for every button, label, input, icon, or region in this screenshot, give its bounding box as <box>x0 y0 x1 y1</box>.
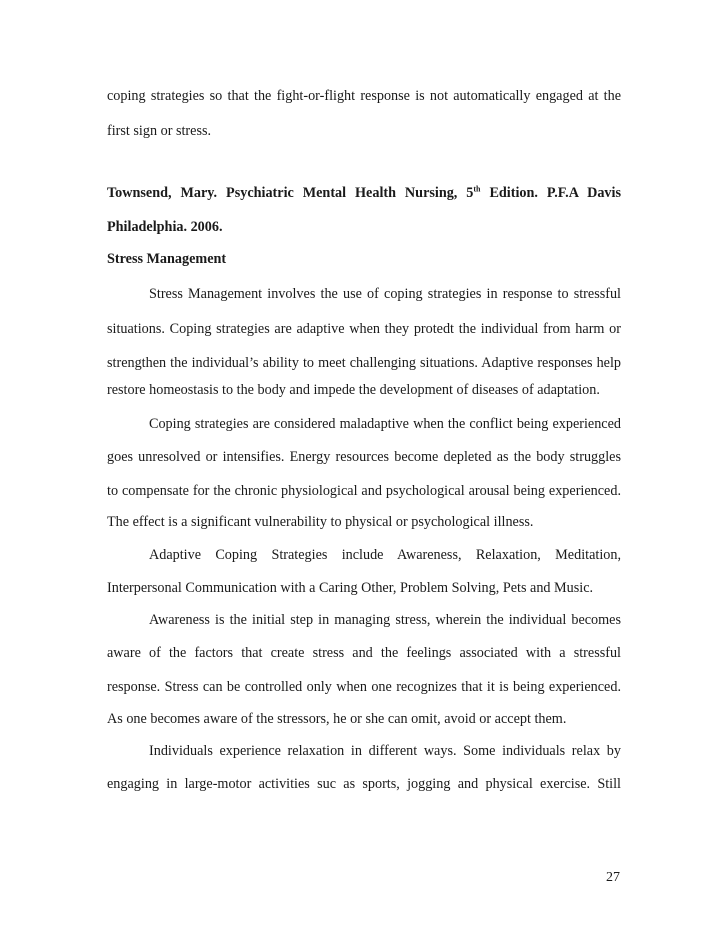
body-text-line: The effect is a significant vulnerability to physical or psychological illness. <box>107 514 534 530</box>
body-text-line: situations. Coping strategies are adaptive when they protedt the individual from harm or <box>107 321 621 337</box>
body-text-line: Adaptive Coping Strategies include Awareness, Relaxation, Meditation, <box>149 547 621 563</box>
body-text-line: response. Stress can be controlled only when one recognizes that it is being experienced. <box>107 679 621 695</box>
body-text-line: first sign or stress. <box>107 123 212 139</box>
body-text-line: engaging in large-motor activities suc as sports, jogging and physical exercise. Still <box>107 776 621 792</box>
page-number: 27 <box>606 870 620 885</box>
body-text-line: Awareness is the initial step in managing stress, wherein the individual becomes <box>149 612 621 628</box>
body-text-line: goes unresolved or intensifies. Energy resources become depleted as the body struggles <box>107 449 621 465</box>
body-text-line: strengthen the individual’s ability to meet challenging situations. Adaptive responses help <box>107 355 621 371</box>
reference-citation-text: Townsend, Mary. Psychiatric Mental Health Nursing, 5 <box>107 185 474 201</box>
section-heading: Stress Management <box>107 251 227 267</box>
reference-citation-tail: Edition. P.F.A Davis <box>480 185 621 201</box>
body-text-line: coping strategies so that the fight-or-flight response is not automatically engaged at the <box>107 88 621 104</box>
body-text-line: Coping strategies are considered maladaptive when the conflict being experienced <box>149 416 621 432</box>
reference-superscript: th <box>473 184 481 194</box>
body-text-line: aware of the factors that create stress and the feelings associated with a stressful <box>107 645 621 661</box>
body-text-line: As one becomes aware of the stressors, he or she can omit, avoid or accept them. <box>107 711 567 727</box>
body-text-line: Interpersonal Communication with a Caring Other, Problem Solving, Pets and Music. <box>107 580 594 596</box>
body-text-line: Individuals experience relaxation in different ways. Some individuals relax by <box>149 743 621 759</box>
body-text-line: restore homeostasis to the body and impede the development of diseases of adaptation. <box>107 382 600 398</box>
body-text-line: Stress Management involves the use of coping strategies in response to stressful <box>149 286 621 302</box>
reference-citation-line: Philadelphia. 2006. <box>107 219 223 235</box>
reference-citation-line <box>107 183 621 203</box>
body-text-line: to compensate for the chronic physiological and psychological arousal being experienced. <box>107 483 621 499</box>
